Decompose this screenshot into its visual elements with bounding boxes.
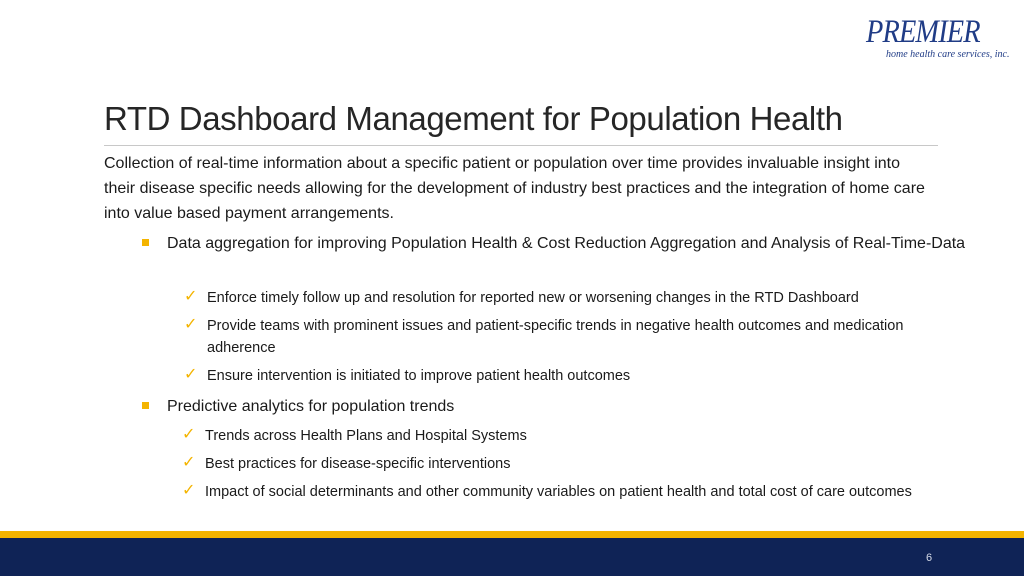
premier-logo — [866, 14, 1012, 64]
sub-bullet-text: Provide teams with prominent issues and patient-specific trends in negative health outcomes and medication adherence — [207, 318, 904, 356]
slide-title: RTD Dashboard Management for Population Health — [104, 100, 843, 137]
checkmark-icon: ✓ — [184, 314, 198, 333]
checkmark-icon: ✓ — [184, 286, 198, 305]
checkmark-icon: ✓ — [184, 364, 198, 383]
bullet-text: Predictive analytics for population trends — [167, 398, 455, 415]
footer-accent-stripe — [0, 531, 1024, 538]
checkmark-icon: ✓ — [182, 452, 196, 471]
sub-bullet-text: Ensure intervention is initiated to improve patient health outcomes — [207, 368, 631, 384]
sub-bullet-text: Impact of social determinants and other community variables on patient health and total cost of care outcomes — [205, 484, 912, 500]
page-number: 6 — [926, 552, 933, 564]
checkmark-icon: ✓ — [182, 424, 196, 443]
logo-wordmark: PREMIER — [866, 14, 980, 50]
title-divider — [104, 145, 938, 146]
footer-bar — [0, 538, 1024, 576]
sub-bullet-text: Trends across Health Plans and Hospital Systems — [205, 428, 527, 444]
logo-tagline: home health care services, inc. — [886, 49, 1010, 60]
intro-paragraph: Collection of real-time information about a specific patient or population over time provides invaluable insight into their disease specific needs allowing for the development of industry best practices and the integration of home care into value based payment arrangements. — [104, 155, 925, 222]
bullet-text: Data aggregation for improving Population Health & Cost Reduction Aggregation and Analysis of Real-Time-Data — [167, 235, 966, 252]
sub-bullet-text: Best practices for disease-specific interventions — [205, 456, 511, 472]
checkmark-icon: ✓ — [182, 480, 196, 499]
square-bullet-icon — [142, 239, 149, 246]
square-bullet-icon — [142, 402, 149, 409]
sub-bullet-text: Enforce timely follow up and resolution for reported new or worsening changes in the RTD Dashboard — [207, 290, 859, 306]
